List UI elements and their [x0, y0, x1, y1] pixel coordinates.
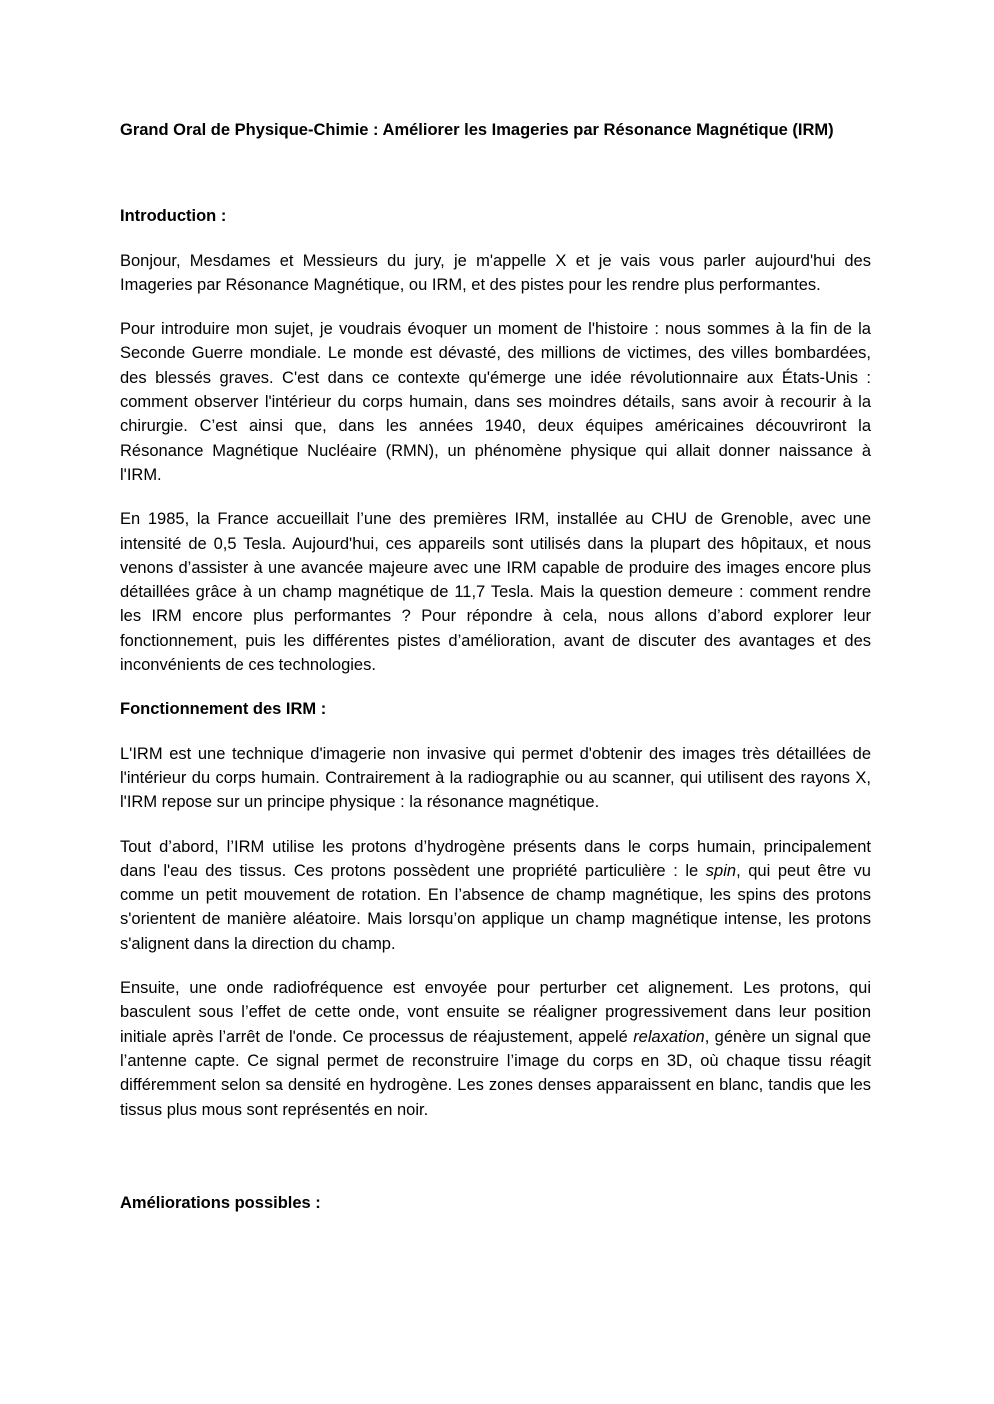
document-page: [120, 118, 871, 1215]
section-heading-fonctionnement: Fonctionnement des IRM :: [120, 700, 327, 719]
paragraph-text: , qui peut être vu comme un petit mouvement de rotation. En l’absence de champ magnétique, les spins des protons s'orientent de manière aléatoire. Mais lorsqu’on applique un champ magnétique intense, les protons s'alignent dans la direction du champ.: [120, 861, 871, 953]
section-heading-introduction: Introduction :: [120, 207, 227, 226]
intro-paragraph-3: En 1985, la France accueillait l’une des premières IRM, installée au CHU de Grenoble, avec une intensité de 0,5 Tesla. Aujourd'hui, ces appareils sont utilisés dans la plupart des hôpitaux, et nous venons d’assister à une avancée majeure avec une IRM capable de produire des images encore plus détaillées grâce à un champ magnétique de 11,7 Tesla. Mais la question demeure : comment rendre les IRM encore plus performantes ? Pour répondre à cela, nous allons d’abord explorer leur fonctionnement, puis les différentes pistes d’amélioration, avant de discuter des avantages et des inconvénients de ces technologies.: [120, 510, 871, 675]
fonctionnement-paragraph-1: L'IRM est une technique d'imagerie non invasive qui permet d'obtenir des images très détaillées de l'intérieur du corps humain. Contrairement à la radiographie ou au scanner, qui utilisent des rayons X, l'IRM repose sur un principe physique : la résonance magnétique.: [120, 744, 871, 812]
italic-term-spin: spin: [705, 861, 737, 880]
italic-term-relaxation: relaxation: [633, 1027, 705, 1046]
document-title: Grand Oral de Physique-Chimie : Améliorer les Imageries par Résonance Magnétique (IRM): [120, 121, 834, 139]
fonctionnement-paragraph-2: [120, 835, 871, 956]
paragraph-text: , génère un signal que l’antenne capte. Ce signal permet de reconstruire l’image du corps en 3D, où chaque tissu réagit différemment selon sa densité en hydrogène. Les zones denses apparaissent en blanc, tandis que les tissus plus mous sont représentés en noir.: [120, 1027, 871, 1119]
intro-paragraph-2: Pour introduire mon sujet, je voudrais évoquer un moment de l'histoire : nous sommes à la fin de la Seconde Guerre mondiale. Le monde est dévasté, des millions de victimes, des villes bombardées, des blessés graves. C'est dans ce contexte qu'émerge une idée révolutionnaire aux États-Unis : comment observer l'intérieur du corps humain, dans ses moindres détails, sans avoir à recourir à la chirurgie. C’est ainsi que, dans les années 1940, deux équipes américaines découvriront la Résonance Magnétique Nucléaire (RMN), un phénomène physique qui allait donner naissance à l'IRM.: [120, 320, 871, 484]
fonctionnement-paragraph-3: [120, 976, 871, 1122]
paragraph-text: Tout d’abord, l’IRM utilise les protons d’hydrogène présents dans le corps humain, principalement dans l'eau des tissus. Ces protons possèdent une propriété particulière : le: [120, 837, 871, 880]
paragraph-text: Ensuite, une onde radiofréquence est envoyée pour perturber cet alignement. Les protons, qui basculent sous l’effet de cette onde, vont ensuite se réaligner progressivement dans leur position initiale après l’arrêt de l'onde. Ce processus de réajustement, appelé: [120, 979, 871, 1046]
intro-paragraph-1: Bonjour, Mesdames et Messieurs du jury, je m'appelle X et je vais vous parler aujourd'hui des Imageries par Résonance Magnétique, ou IRM, et des pistes pour les rendre plus performantes.: [120, 251, 871, 294]
section-heading-ameliorations: Améliorations possibles :: [120, 1193, 321, 1212]
